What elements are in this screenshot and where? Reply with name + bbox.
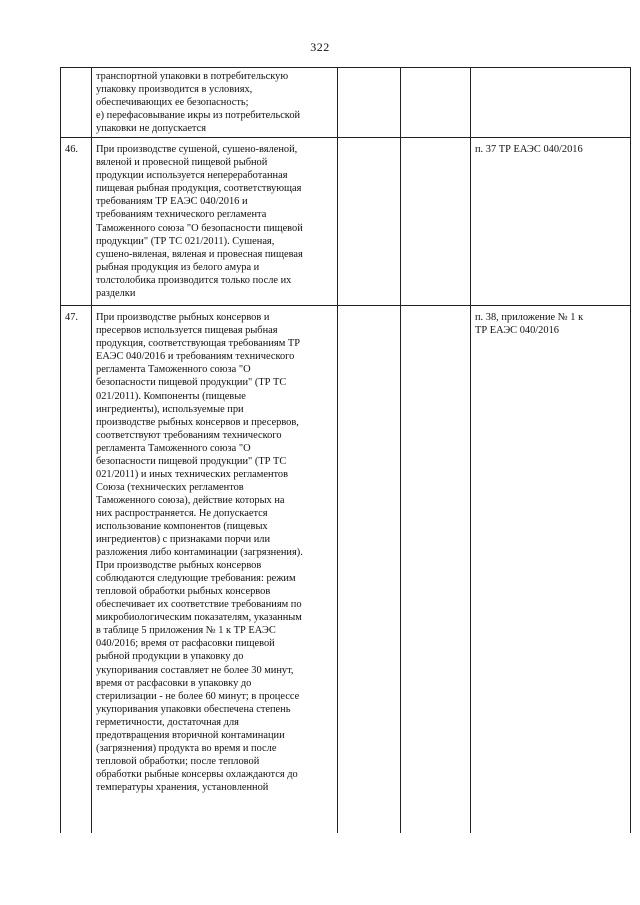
reference-text: п. 37 ТР ЕАЭС 040/2016 [475,144,583,156]
requirement-text: При производстве сушеной, сушено-вяленой, вяленой и провесной пищевой рыбной продукции используется непереработанная пищевая рыбная продукция, соответствующая требованиям ТР ЕАЭС 040/2016 и требованиям технического регламента Таможенного союза "О безопасности пищевой продукции" (ТР ТС 021/2011). Сушеная, сушено-вяленая, вяленая и провесная пищевая рыбная продукция из белого амура и толстолобика производится только после их разделки [96,144,303,299]
requirement-text: При производстве рыбных консервов и пресервов используется пищевая рыбная продукция, соответствующая требованиям ТР ЕАЭС 040/2016 и требованиям технического регламента Таможенного союза "О безопасности пищевой продукции" (ТР ТС 021/2011). Компоненты (пищевые ингредиенты), используемые при производстве рыбных консервов и пресервов, соответствуют требованиям технического регламента Таможенного союза "О безопасности пищевой продукции" (ТР ТС 021/2011) и иных технических регламентов Союза (технических регламентов Таможенного союза), действие которых на них распространяется. Не допускается использование компонентов (пищевых ингредиентов) с признаками порчи или разложения либо контаминации (загрязнения). При производстве рыбных консервов соблюдаются следующие требования: режим тепловой обработки рыбных консервов обеспечивает их соответствие требованиям по микробиологическим показателям, указанным в таблице 5 приложения № 1 к ТР ЕАЭС 040/2016; время от расфасовки пищевой рыбной продукции в упаковку до укупоривания составляет не более 30 минут, время от расфасовки в упаковку до стерилизации - не более 60 минут; в процессе укупоривания упаковки обеспечена степень герметичности, достаточная для предотвращения вторичной контаминации (загрязнения) продукта во время и после тепловой обработки; после тепловой обработки рыбные консервы охлаждаются до температуры хранения, установленной [96,312,303,793]
empty-cell-a [338,306,401,834]
table-row [61,306,631,834]
reference-cell [471,138,631,306]
table-row [61,138,631,306]
page-number: 322 [310,40,330,54]
row-number: 47. [61,306,92,834]
empty-cell-b [401,68,471,138]
empty-cell-b [401,306,471,834]
requirement-cell [92,138,338,306]
row-number: 46. [61,138,92,306]
empty-cell-a [338,68,401,138]
table-row [61,68,631,138]
empty-cell-b [401,138,471,306]
empty-cell-a [338,138,401,306]
row-number [61,68,92,138]
reference-cell [471,68,631,138]
reference-text: п. 38, приложение № 1 к ТР ЕАЭС 040/2016 [475,312,584,337]
reference-cell [471,306,631,834]
requirement-cell [92,306,338,834]
requirements-table [60,67,631,833]
requirement-cell [92,68,338,138]
requirement-text: транспортной упаковки в потребительскую упаковку производится в условиях, обеспечивающих ее безопасность; е) перефасовывание икры из потребительской упаковки не допускается [96,71,301,135]
